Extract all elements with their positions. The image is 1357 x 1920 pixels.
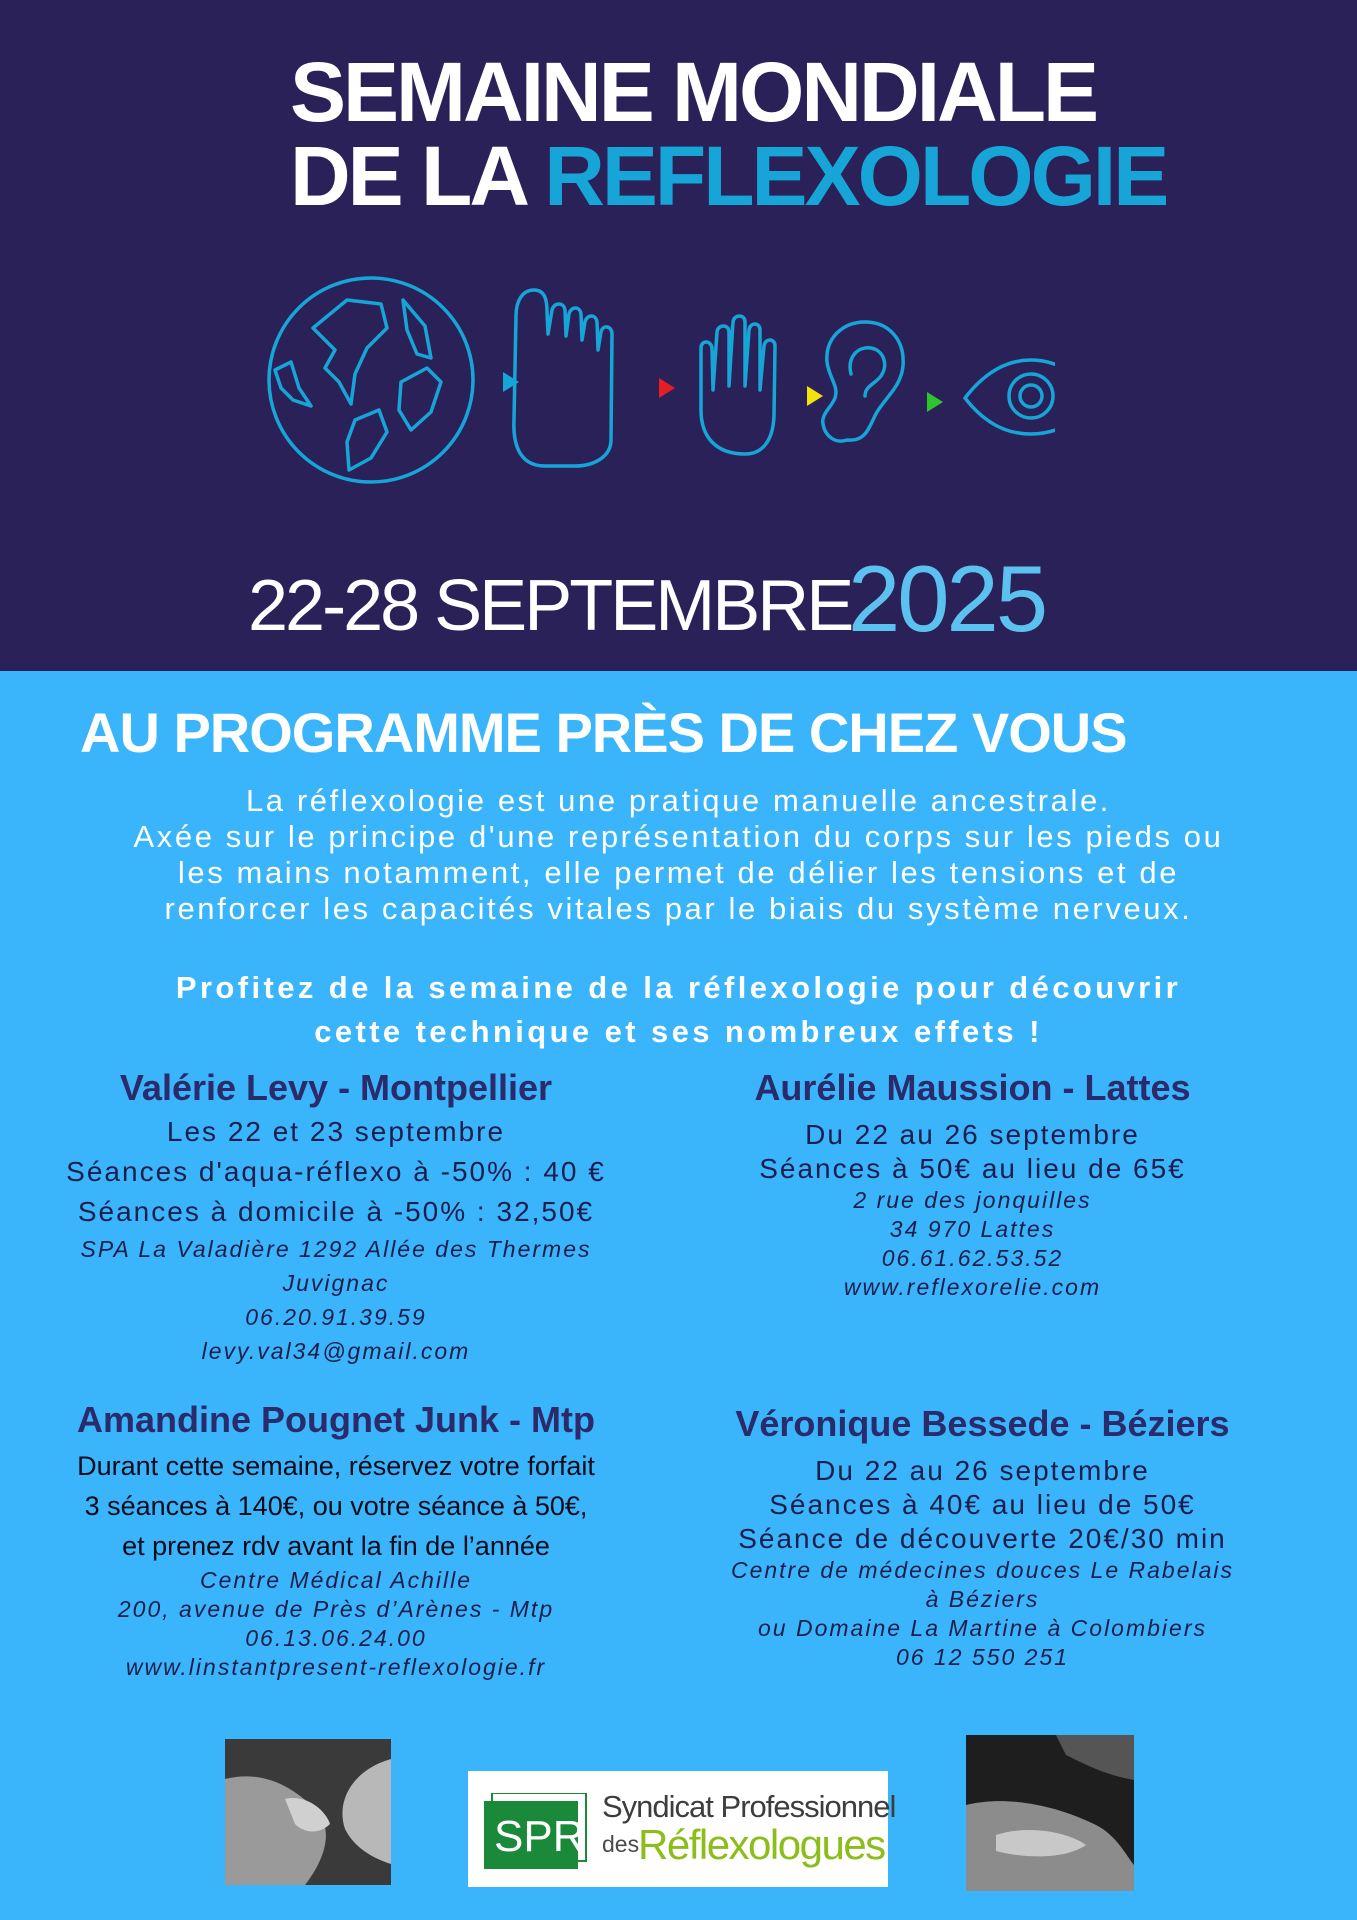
offer-line: Séances d'aqua-réflexo à -50% : 40 € bbox=[66, 1156, 606, 1187]
practitioner-valerie-levy bbox=[0, 1066, 672, 1368]
ear-icon bbox=[823, 322, 903, 441]
title-line-2 bbox=[290, 129, 1167, 223]
offer-line: Séances à 40€ au lieu de 50€ bbox=[769, 1489, 1196, 1520]
spr-logo bbox=[468, 1771, 896, 1887]
logo-line-2-big: Réflexologues bbox=[638, 1821, 885, 1868]
arrow-2 bbox=[659, 378, 675, 398]
website-link: www.reflexorelie.com bbox=[843, 1274, 1102, 1300]
offer-line: Séance de découverte 20€/30 min bbox=[738, 1523, 1227, 1554]
title-line-2-accent: REFLEXOLOGIE bbox=[544, 129, 1167, 223]
title-line-2-prefix: DE LA bbox=[290, 129, 524, 223]
practitioner-name: Amandine Pougnet Junk - Mtp bbox=[77, 1399, 595, 1440]
address-line: Juvignac bbox=[282, 1270, 390, 1296]
logo-line-1: Syndicat Professionnel bbox=[602, 1789, 896, 1824]
offer-line: Les 22 et 23 septembre bbox=[166, 1116, 506, 1147]
website-link: www.linstantpresent-reflexologie.fr bbox=[125, 1654, 547, 1680]
spr-logo-letters: SPR bbox=[494, 1812, 585, 1861]
offer-line: Séances à 50€ au lieu de 65€ bbox=[759, 1153, 1186, 1184]
address-line: à Béziers bbox=[925, 1586, 1040, 1612]
email-address: levy.val34@gmail.com bbox=[201, 1338, 471, 1364]
intro-line: renforcer les capacités vitales par le biais du système nerveux. bbox=[164, 891, 1193, 926]
intro-line: Axée sur le principe d'une représentation du corps sur les pieds ou bbox=[133, 819, 1224, 854]
event-dates: 22-28 SEPTEMBRE bbox=[248, 566, 852, 646]
practitioner-name: Véronique Bessede - Béziers bbox=[735, 1403, 1230, 1444]
offer-line: Du 22 au 26 septembre bbox=[815, 1455, 1150, 1486]
intro-paragraph bbox=[0, 783, 1357, 927]
call-to-action bbox=[0, 966, 1357, 1054]
address-line: 200, avenue de Près d’Arènes - Mtp bbox=[117, 1596, 555, 1622]
practitioner-veronique-bessede bbox=[660, 1402, 1305, 1672]
offer-line: 3 séances à 140€, ou votre séance à 50€, bbox=[84, 1491, 588, 1521]
hand-icon bbox=[701, 316, 775, 454]
practitioner-aurelie-maussion bbox=[640, 1066, 1305, 1302]
globe-icon bbox=[269, 278, 473, 482]
title-line-1: SEMAINE MONDIALE bbox=[290, 45, 1097, 139]
spr-logo-mark bbox=[484, 1793, 588, 1869]
address-line: ou Domaine La Martine à Colombiers bbox=[758, 1615, 1207, 1641]
event-year: 2025 bbox=[848, 546, 1046, 651]
arrow-4 bbox=[927, 392, 943, 412]
offer-line: et prenez rdv avant la fin de l’année bbox=[122, 1531, 550, 1561]
phone-number: 06 12 550 251 bbox=[895, 1644, 1070, 1670]
practitioner-amandine-pougnet-junk bbox=[0, 1398, 672, 1682]
address-line: SPA La Valadière 1292 Allée des Thermes bbox=[80, 1236, 592, 1262]
program-headline: AU PROGRAMME PRÈS DE CHEZ VOUS bbox=[80, 701, 1127, 764]
hands-photo-right bbox=[966, 1735, 1134, 1891]
cta-line: cette technique et ses nombreux effets ! bbox=[314, 1014, 1043, 1049]
offer-line: Durant cette semaine, réservez votre forfait bbox=[77, 1451, 595, 1481]
address-line: 2 rue des jonquilles bbox=[853, 1187, 1092, 1213]
arrow-3 bbox=[807, 386, 823, 406]
phone-number: 06.20.91.39.59 bbox=[245, 1304, 427, 1330]
address-line: 34 970 Lattes bbox=[889, 1216, 1056, 1242]
eye-icon bbox=[965, 360, 1055, 434]
phone-number: 06.13.06.24.00 bbox=[245, 1625, 427, 1651]
address-line: Centre de médecines douces Le Rabelais bbox=[730, 1557, 1235, 1583]
foot-icon bbox=[514, 290, 612, 466]
reflexology-icons bbox=[255, 270, 1055, 500]
offer-line: Du 22 au 26 septembre bbox=[805, 1119, 1140, 1150]
phone-number: 06.61.62.53.52 bbox=[881, 1245, 1064, 1271]
intro-line: La réflexologie est une pratique manuelle ancestrale. bbox=[245, 783, 1112, 818]
address-line: Centre Médical Achille bbox=[200, 1567, 472, 1593]
logo-line-2-small: des bbox=[602, 1831, 640, 1857]
practitioner-name: Aurélie Maussion - Lattes bbox=[754, 1067, 1191, 1108]
intro-line: les mains notamment, elle permet de délier les tensions et de bbox=[177, 855, 1180, 890]
hands-photo-left bbox=[225, 1739, 391, 1885]
practitioner-name: Valérie Levy - Montpellier bbox=[119, 1067, 553, 1108]
offer-line: Séances à domicile à -50% : 32,50€ bbox=[77, 1196, 595, 1227]
event-title bbox=[290, 45, 1167, 223]
cta-line: Profitez de la semaine de la réflexologie pour découvrir bbox=[175, 970, 1182, 1005]
